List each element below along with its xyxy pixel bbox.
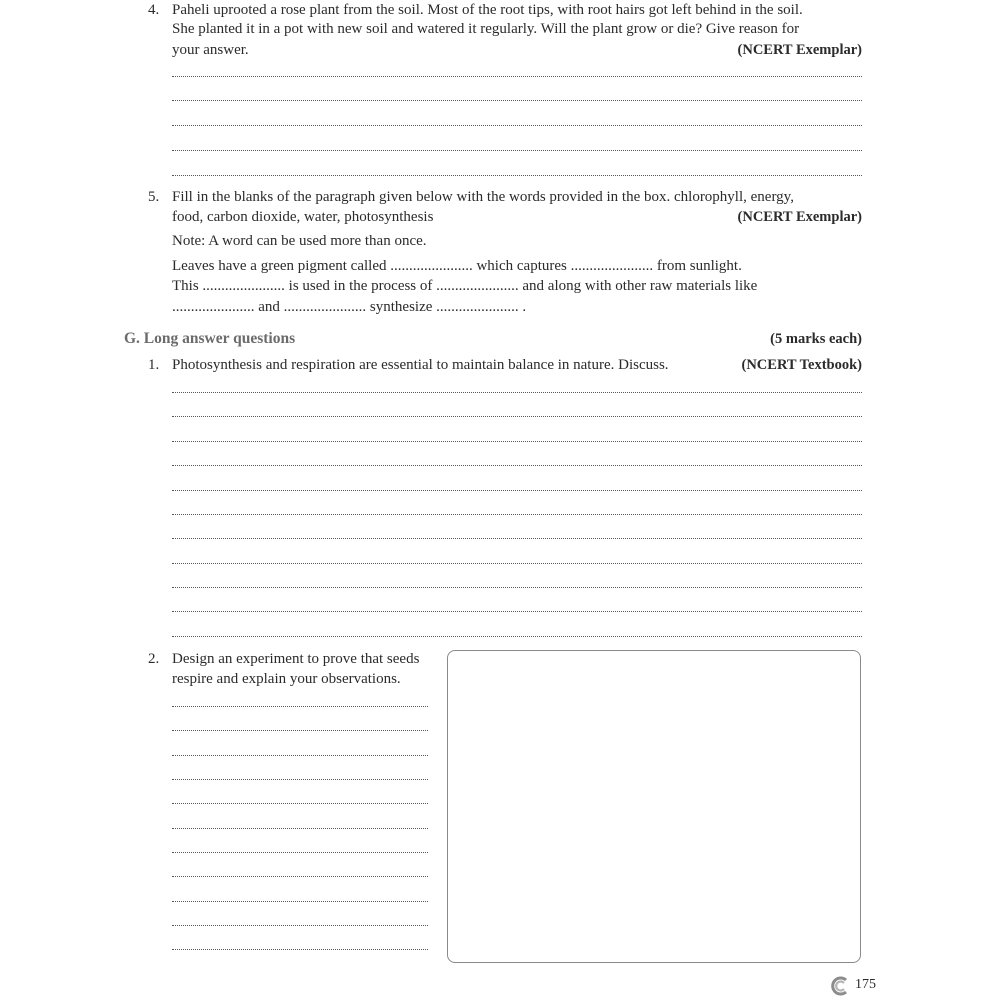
- answer-line[interactable]: [172, 76, 862, 77]
- answer-line[interactable]: [172, 416, 862, 417]
- answer-line[interactable]: [172, 730, 428, 731]
- fill-blank-paragraph-line: ...................... and ...................... synthesize ...................... .: [172, 299, 527, 315]
- question-number: 4.: [148, 2, 160, 18]
- answer-line[interactable]: [172, 852, 428, 853]
- question-text-line: food, carbon dioxide, water, photosynthesis: [172, 209, 434, 225]
- answer-line[interactable]: [172, 949, 428, 950]
- answer-line[interactable]: [172, 611, 862, 612]
- answer-line[interactable]: [172, 175, 862, 176]
- source-label: (NCERT Exemplar): [737, 42, 862, 58]
- drawing-answer-box[interactable]: [447, 650, 861, 963]
- answer-line[interactable]: [172, 392, 862, 393]
- answer-line[interactable]: [172, 636, 862, 637]
- answer-line[interactable]: [172, 876, 428, 877]
- answer-line[interactable]: [172, 100, 862, 101]
- answer-line[interactable]: [172, 125, 862, 126]
- question-number: 5.: [148, 189, 160, 205]
- question-number: 1.: [148, 357, 160, 373]
- answer-line[interactable]: [172, 538, 862, 539]
- question-text-line: Photosynthesis and respiration are essential to maintain balance in nature. Discuss.: [172, 357, 669, 373]
- answer-line[interactable]: [172, 587, 862, 588]
- question-text-line: Design an experiment to prove that seeds: [172, 651, 420, 667]
- question-text-line: respire and explain your observations.: [172, 671, 401, 687]
- answer-line[interactable]: [172, 828, 428, 829]
- source-label: (NCERT Textbook): [741, 357, 862, 373]
- question-text-line: Paheli uprooted a rose plant from the soil. Most of the root tips, with root hairs got left behind in the soil.: [172, 2, 803, 18]
- answer-line[interactable]: [172, 803, 428, 804]
- publisher-logo-icon: [831, 976, 851, 996]
- answer-line[interactable]: [172, 465, 862, 466]
- answer-line[interactable]: [172, 779, 428, 780]
- answer-line[interactable]: [172, 441, 862, 442]
- marks-label: (5 marks each): [770, 331, 862, 347]
- answer-line[interactable]: [172, 755, 428, 756]
- answer-line[interactable]: [172, 150, 862, 151]
- answer-line[interactable]: [172, 925, 428, 926]
- note-text: Note: A word can be used more than once.: [172, 233, 427, 249]
- question-text-line: She planted it in a pot with new soil and watered it regularly. Will the plant grow or die? Give reason for: [172, 21, 800, 37]
- fill-blank-paragraph-line: Leaves have a green pigment called ...................... which captures ...................... from sunlight.: [172, 258, 742, 274]
- question-text-line: Fill in the blanks of the paragraph given below with the words provided in the box. chlorophyll, energy,: [172, 189, 794, 205]
- source-label: (NCERT Exemplar): [737, 209, 862, 225]
- answer-line[interactable]: [172, 490, 862, 491]
- fill-blank-paragraph-line: This ...................... is used in the process of ...................... and along with other raw materials like: [172, 278, 758, 294]
- question-text-line: your answer.: [172, 42, 249, 58]
- answer-line[interactable]: [172, 563, 862, 564]
- page-number: 175: [855, 977, 876, 992]
- answer-line[interactable]: [172, 901, 428, 902]
- question-number: 2.: [148, 651, 160, 667]
- answer-line[interactable]: [172, 514, 862, 515]
- section-title: G. Long answer questions: [124, 330, 296, 347]
- answer-line[interactable]: [172, 706, 428, 707]
